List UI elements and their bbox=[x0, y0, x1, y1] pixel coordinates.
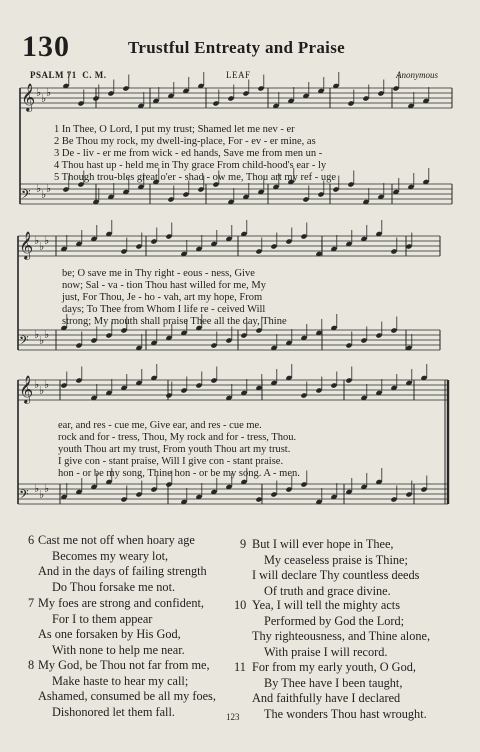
flat-sign-icon: ♭ bbox=[36, 182, 42, 195]
verse-line: As one forsaken by His God, bbox=[38, 627, 181, 641]
verse-line: Becomes my weary lot, bbox=[52, 548, 169, 563]
bass-clef-icon: 𝄢 bbox=[21, 187, 31, 205]
verse-line: With none to help me near. bbox=[52, 642, 185, 657]
flat-sign-icon: ♭ bbox=[39, 384, 45, 397]
bass-clef-icon: 𝄢 bbox=[19, 487, 29, 505]
verse-line: For I to them appear bbox=[52, 611, 153, 626]
verse-line: Yea, I will tell the mighty acts bbox=[252, 598, 401, 612]
lyric-line: hon - or be my song, Thine hon - or be my song. A - men. bbox=[58, 468, 300, 479]
flat-sign-icon: ♭ bbox=[41, 92, 47, 105]
lyric-line: strong; My mouth shall praise Thee all the day, Thine bbox=[62, 316, 287, 327]
bass-clef-icon: 𝄢 bbox=[19, 333, 29, 351]
verse-line: I will declare Thy countless deeds bbox=[252, 568, 420, 582]
meter-label: C. M. bbox=[82, 70, 107, 80]
verse-line: Cast me not off when hoary age bbox=[38, 533, 195, 547]
verse-line: Of truth and grace divine. bbox=[264, 583, 391, 598]
lyric-line: rock and for - tress, Thou, My rock and for - tress, Thou. bbox=[58, 432, 297, 443]
author-credit: Anonymous bbox=[396, 70, 438, 80]
flat-sign-icon: ♭ bbox=[39, 240, 45, 253]
verse-line: Do Thou forsake me not. bbox=[52, 579, 176, 594]
verse-6 bbox=[28, 533, 207, 595]
psalm-label: PSALM 71 bbox=[30, 70, 77, 80]
lyric-line: youth Thou art my trust, From youth Thou art my trust. bbox=[58, 444, 291, 455]
verse-10 bbox=[234, 598, 430, 660]
lyric-line: 3 De - liv - er me from wick - ed hands, Save me from men un - bbox=[54, 148, 323, 159]
verse-line: And faithfully have I declared bbox=[252, 691, 401, 705]
flat-sign-icon: ♭ bbox=[36, 86, 42, 99]
lyric-line: 1 In Thee, O Lord, I put my trust; Shamed let me nev - er bbox=[54, 124, 295, 135]
verse-line: Thy righteousness, and Thine alone, bbox=[252, 629, 431, 643]
lyric-line: now; Sal - va - tion Thou hast willed for me, My bbox=[62, 280, 266, 291]
treble-clef-icon: 𝄞 bbox=[21, 83, 36, 111]
flat-sign-icon: ♭ bbox=[46, 86, 52, 99]
treble-clef-icon: 𝄞 bbox=[19, 375, 34, 403]
verse-line: Dishonored let them fall. bbox=[52, 704, 175, 719]
verse-line: My God, be Thou not far from me, bbox=[38, 658, 210, 672]
lyric-line: 2 Be Thou my rock, my dwell-ing-place, For - ev - er mine, as bbox=[54, 136, 316, 147]
flat-sign-icon: ♭ bbox=[44, 328, 50, 341]
verse-line: With praise I will record. bbox=[264, 644, 388, 659]
flat-sign-icon: ♭ bbox=[46, 182, 52, 195]
verse-number: 8 bbox=[28, 658, 35, 672]
verse-number: 9 bbox=[240, 537, 247, 551]
page-number: 123 bbox=[226, 712, 240, 722]
verse-line: The wonders Thou hast wrought. bbox=[264, 706, 427, 721]
flat-sign-icon: ♭ bbox=[44, 482, 50, 495]
treble-clef-icon: 𝄞 bbox=[19, 231, 34, 259]
verse-line: By Thee have I been taught, bbox=[264, 675, 403, 690]
flat-sign-icon: ♭ bbox=[39, 488, 45, 501]
flat-sign-icon: ♭ bbox=[34, 328, 40, 341]
lyric-line: I give con - stant praise, Will I give con - stant praise. bbox=[58, 456, 284, 467]
flat-sign-icon: ♭ bbox=[34, 234, 40, 247]
lyric-line: days; To Thee from Whom I life re - ceived Will bbox=[62, 304, 266, 315]
verse-9 bbox=[240, 537, 419, 599]
verse-line: Performed by God the Lord; bbox=[264, 613, 405, 628]
flat-sign-icon: ♭ bbox=[39, 334, 45, 347]
verse-11 bbox=[234, 660, 427, 722]
flat-sign-icon: ♭ bbox=[44, 378, 50, 391]
hymn-title: Trustful Entreaty and Praise bbox=[128, 38, 345, 57]
verse-number: 11 bbox=[234, 660, 246, 674]
flat-sign-icon: ♭ bbox=[34, 378, 40, 391]
hymn-number: 130 bbox=[22, 30, 70, 63]
verse-number: 7 bbox=[28, 596, 35, 610]
lyric-line: 5 Though trou-bles great o'er - shad - ow me, Thou art my ref - uge bbox=[54, 172, 337, 183]
verse-8 bbox=[28, 658, 216, 720]
lyric-line: just, For Thou, Je - ho - vah, art my hope, From bbox=[62, 292, 263, 303]
lyric-line: be; O save me in Thy right - eous - ness, Give bbox=[62, 268, 255, 279]
lyric-line: 4 Thou hast up - held me in Thy grace From child-hood's ear - ly bbox=[54, 160, 327, 171]
flat-sign-icon: ♭ bbox=[41, 188, 47, 201]
verse-line: My foes are strong and confident, bbox=[38, 596, 204, 610]
verse-line: But I will ever hope in Thee, bbox=[252, 537, 394, 551]
lyric-line: ear, and res - cue me, Give ear, and res - cue me. bbox=[58, 420, 262, 431]
verse-line: For from my early youth, O God, bbox=[252, 660, 416, 674]
verse-line: Make haste to hear my call; bbox=[52, 673, 189, 688]
verse-line: And in the days of failing strength bbox=[38, 564, 207, 578]
verse-7 bbox=[28, 596, 204, 658]
verse-number: 6 bbox=[28, 533, 35, 547]
tune-name: LEAF bbox=[226, 70, 251, 80]
flat-sign-icon: ♭ bbox=[34, 482, 40, 495]
verse-line: My ceaseless praise is Thine; bbox=[264, 552, 408, 567]
verse-number: 10 bbox=[234, 598, 247, 612]
flat-sign-icon: ♭ bbox=[44, 234, 50, 247]
verse-line: Ashamed, consumed be all my foes, bbox=[38, 689, 216, 703]
